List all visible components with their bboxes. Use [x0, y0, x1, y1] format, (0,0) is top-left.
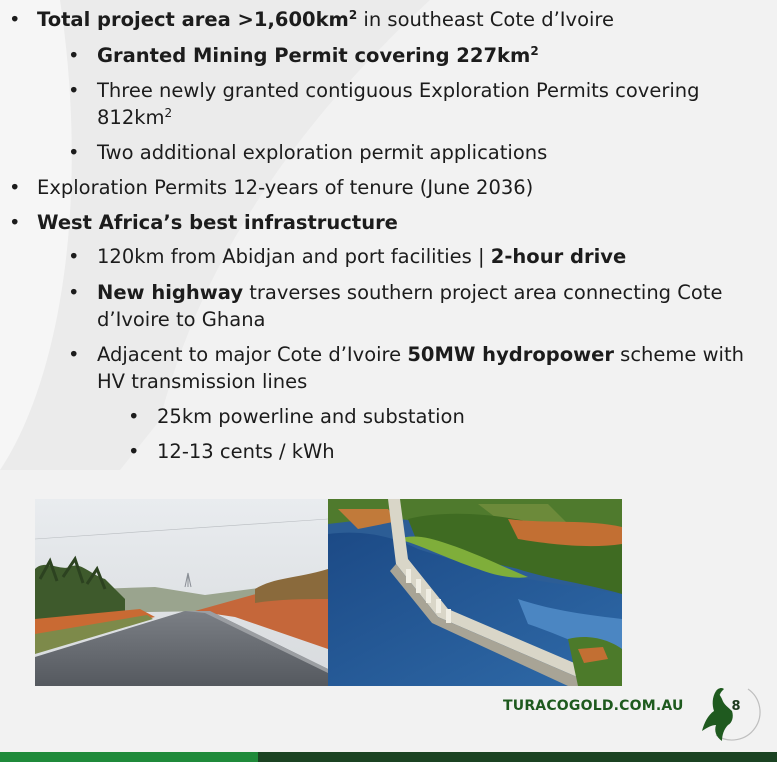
bottom-color-bar: [0, 752, 777, 762]
bullet-dot: •: [9, 8, 21, 31]
bullet-dot: •: [128, 440, 140, 463]
bullet-powerline: [128, 403, 465, 430]
bullet-text: Three newly granted contiguous Exploration Permits covering: [97, 79, 700, 102]
superscript: 2: [530, 44, 539, 58]
bullet-text-bold: Granted Mining Permit covering 227km: [97, 44, 531, 67]
bullet-dot: •: [68, 141, 80, 164]
road-photo: [35, 499, 328, 686]
bullet-text: traverses southern project area connecting Cote: [243, 281, 723, 304]
bullet-text-bold: New highway: [97, 281, 244, 304]
bullet-infrastructure: [9, 209, 398, 236]
bullet-exploration-permits: [68, 77, 758, 131]
footer-website[interactable]: TURACOGOLD.COM.AU: [503, 698, 684, 714]
bullet-tenure: [9, 174, 533, 201]
bullet-dot: •: [68, 281, 80, 304]
bullet-total-project-area: [9, 6, 614, 33]
bullet-text: Two additional exploration permit applications: [97, 141, 548, 164]
bullet-text: d’Ivoire to Ghana: [97, 308, 266, 331]
bullet-text-bold: West Africa’s best infrastructure: [37, 211, 398, 234]
bullet-text-bold: 50MW hydropower: [407, 343, 614, 366]
bullet-text: HV transmission lines: [97, 370, 308, 393]
bullet-dot: •: [9, 211, 21, 234]
bullet-hydropower: [68, 341, 758, 395]
bullet-text: Exploration Permits 12-years of tenure (June 2036): [37, 176, 534, 199]
bullet-text-bold: 2-hour drive: [490, 245, 627, 268]
bullet-dot: •: [9, 176, 21, 199]
bullet-dot: •: [68, 343, 80, 366]
bullet-dot: •: [128, 405, 140, 428]
bullet-text: 812km: [97, 106, 165, 129]
page-number: 8: [731, 699, 741, 714]
bullet-permit-applications: [68, 139, 758, 166]
bullet-dot: •: [68, 44, 80, 67]
superscript: 2: [164, 106, 173, 120]
bullet-abidjan: [68, 243, 758, 270]
bullet-text: 120km from Abidjan and port facilities |: [97, 245, 491, 268]
bullet-text-bold: Total project area >1,600km: [37, 8, 349, 31]
bullet-text: 25km powerline and substation: [157, 405, 465, 428]
bullet-new-highway: [68, 279, 758, 333]
bullet-text: 12-13 cents / kWh: [157, 440, 335, 463]
bullet-text: in southeast Cote d’Ivoire: [357, 8, 615, 31]
bullet-dot: •: [68, 245, 80, 268]
bullet-granted-mining-permit: [68, 42, 758, 69]
bullet-text: scheme with: [613, 343, 744, 366]
bullet-dot: •: [68, 79, 80, 102]
superscript: 2: [348, 8, 358, 22]
bullet-text: Adjacent to major Cote d’Ivoire: [97, 343, 408, 366]
bullet-power-cost: [128, 438, 335, 465]
hydro-dam-photo: [328, 499, 622, 686]
